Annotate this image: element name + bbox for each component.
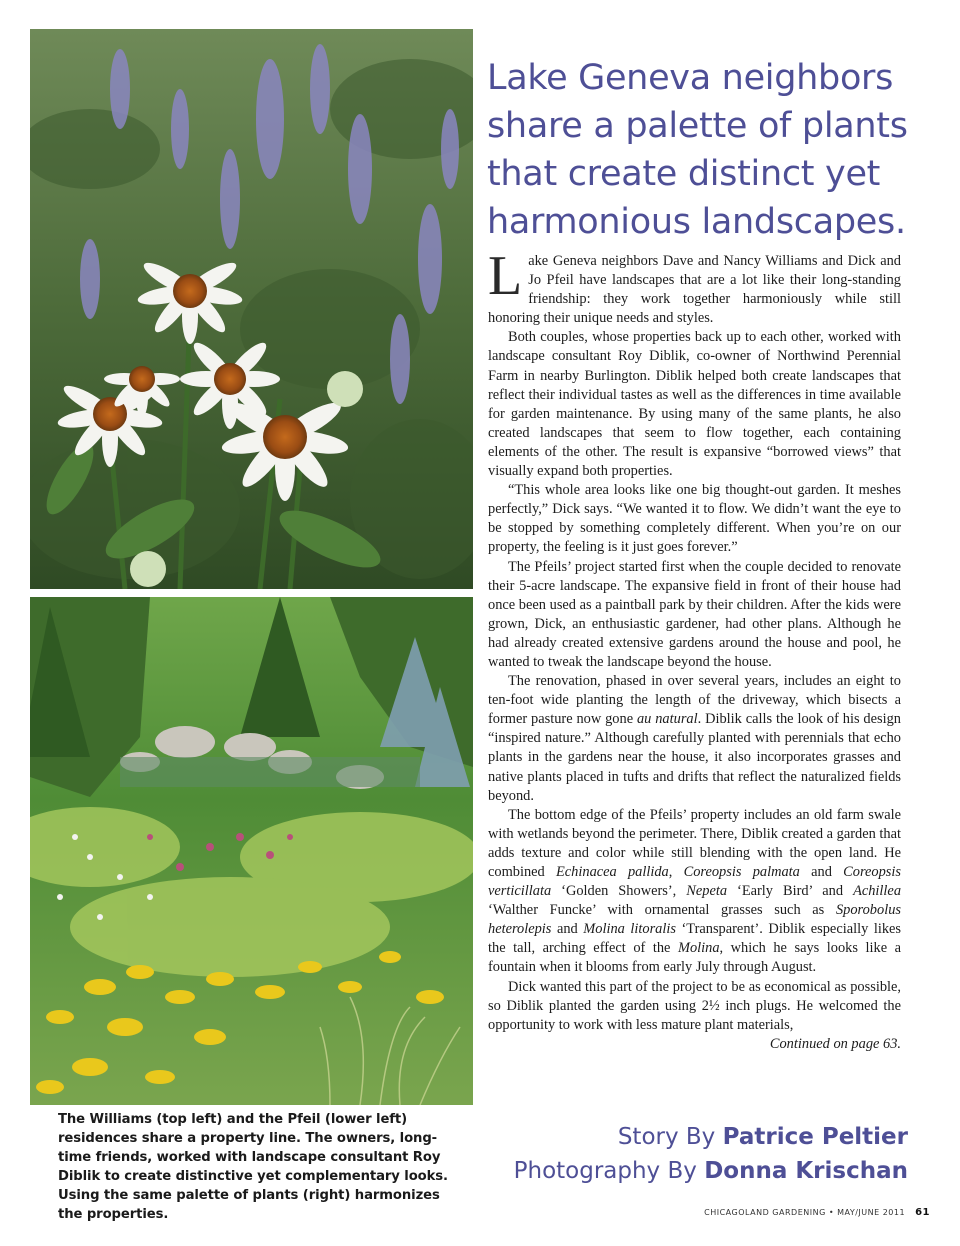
- plant-name: Sporobolus heterolepis: [488, 902, 901, 938]
- paragraph-text: ‘Golden Showers’,: [551, 883, 687, 900]
- article-paragraph: [488, 245, 901, 328]
- article-body: [488, 245, 902, 1054]
- article-paragraph: Both couples, whose properties back up to each other, worked with landscape consultant Roy Diblik, co-owner of Northwind Perennial Farm in nearby Burlington. Diblik helped both create landscapes that reflect their individual tastes as well as the differences in time available for garden maintenance. By using many of the same plants, he also created landscapes that seem to flow together, each containing elements of the other. The result is expansive “borrowed views” that visually expand both properties.: [488, 329, 901, 480]
- photo-caption: The Williams (top left) and the Pfeil (lower left) residences share a property line. The owners, long-time friends, worked with landscape consultant Roy Diblik to create distinctive yet complementary looks. Using the same palette of plants (right) harmonizes the properties.: [58, 1112, 448, 1222]
- paragraph-text: The bottom edge of the Pfeils’ property includes an old farm swale with wetlands beyond the perimeter. There, Diblik created a garden that adds texture and color while still blending with the open land. He combined: [488, 806, 901, 880]
- page-number: 61: [915, 1207, 930, 1218]
- paragraph-text: ,: [668, 864, 684, 880]
- photographer-name: Donna Krischan: [704, 1158, 908, 1184]
- paragraph-text: ‘Transparent’. Diblik especially likes the tall, arching effect of the: [488, 921, 901, 957]
- author-name: Patrice Peltier: [722, 1124, 908, 1150]
- story-byline: [618, 1124, 908, 1150]
- paragraph-text: ake Geneva neighbors Dave and Nancy Williams and Dick and Jo Pfeil have landscapes that are a lot like their long-standing friendship: they work together harmoniously while still honoring their unique needs and styles.: [488, 253, 901, 327]
- meadow-illustration: [30, 597, 473, 1105]
- article-paragraph: “This whole area looks like one big thought-out garden. It meshes perfectly,” Dick says. “We wanted it to flow. We didn’t want the eye to be stopped by something completely different. When you’re on our property, the feeling is it just goes forever.”: [488, 482, 901, 556]
- publication-info: CHICAGOLAND GARDENING • MAY/JUNE 2011: [704, 1208, 906, 1217]
- paragraph-text: . Diblik calls the look of his design “inspired nature.” Although carefully planted with perennials that echo plants in the gardens near the house, it also incorporates grasses and native plants placed in tufts and drifts that reflect the naturalized fields beyond.: [488, 711, 902, 804]
- paragraph-text: and: [551, 921, 584, 938]
- paragraph-text: ‘Early Bird’ and: [727, 883, 854, 900]
- coneflower-photo: [30, 29, 473, 589]
- plant-name: Molina litoralis: [583, 921, 676, 938]
- plant-name: Achillea: [853, 883, 902, 900]
- photo-byline: [514, 1158, 908, 1184]
- plant-name: Coreopsis palmata: [683, 864, 800, 880]
- page-footer: [704, 1207, 930, 1218]
- paragraph-text: The renovation, phased in over several years, includes an eight to ten-foot wide planting the length of the driveway, which bisects a former pasture now gone: [488, 673, 901, 728]
- drop-cap: L: [488, 245, 523, 307]
- headline: Lake Geneva neighbors share a palette of plants that create distinct yet harmonious landscapes.: [487, 58, 908, 242]
- article-paragraph: [488, 806, 901, 978]
- plant-name: Nepeta: [686, 883, 728, 900]
- plant-name: Molina: [677, 940, 720, 957]
- plant-name: Echinacea pallida: [556, 864, 669, 880]
- paragraph-text: ‘Walther Funcke’ with ornamental grasses such as: [488, 902, 836, 919]
- byline-prefix: Photography By: [513, 1158, 705, 1184]
- meadow-photo: [30, 597, 473, 1105]
- paragraph-text: and: [799, 864, 844, 880]
- italic-term: au natural: [636, 711, 698, 728]
- article-paragraph: [488, 672, 901, 806]
- plant-name: Coreopsis verticillata: [488, 864, 901, 900]
- coneflower-illustration: [30, 29, 473, 589]
- continued-link[interactable]: Continued on page 63.: [769, 1035, 901, 1052]
- byline-prefix: Story By: [617, 1124, 723, 1150]
- article-paragraph: Dick wanted this part of the project to be as economical as possible, so Diblik planted the garden using 2½ inch plugs. He welcomed the opportunity to work with less mature plant materials,: [488, 978, 901, 1033]
- paragraph-text: , which he says looks like a fountain when it blooms from early July through August.: [488, 940, 901, 976]
- article-paragraph: The Pfeils’ project started first when the couple decided to renovate their 5-acre landscape. The expansive field in front of their house had once been used as a paintball park by their children. After the kids were grown, Dick, an enthusiastic gardener, had other plans. Although he had already created extensive gardens around the house and pool, he wanted to tweak the landscape beyond the house.: [488, 558, 901, 670]
